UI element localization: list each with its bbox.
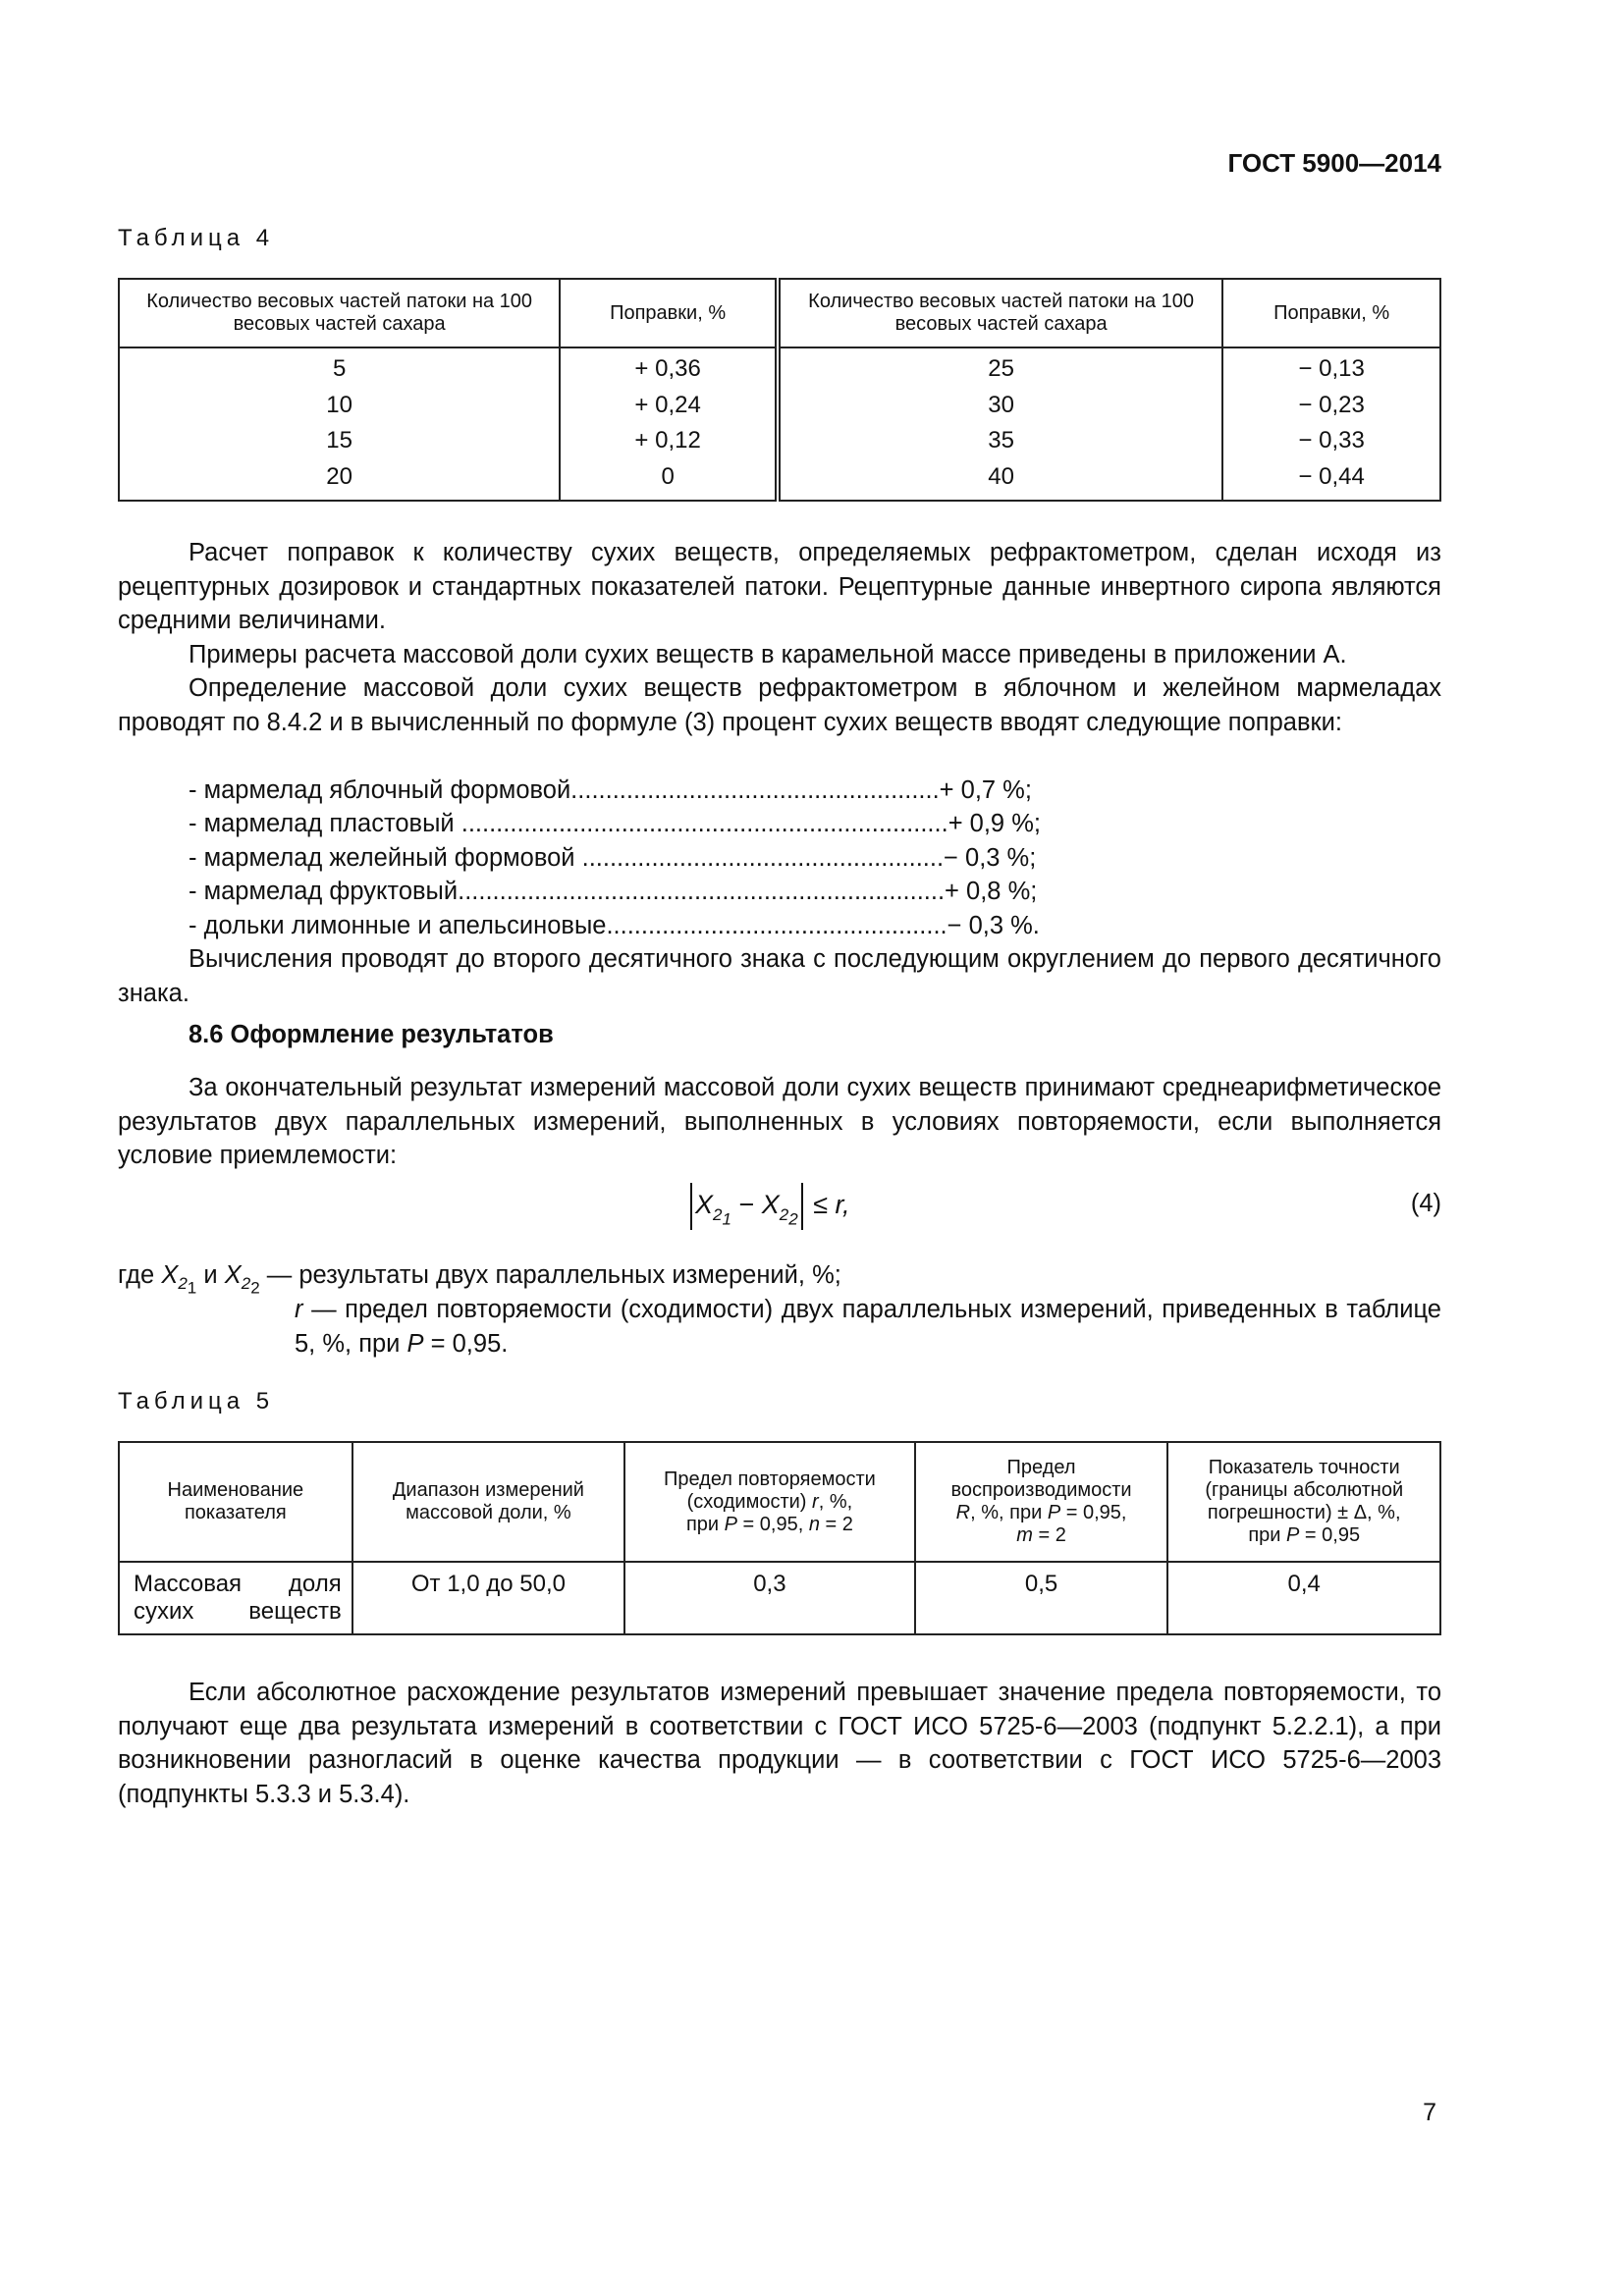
header-text: , %, при: [970, 1502, 1043, 1523]
table-cell: + 0,12: [560, 423, 778, 459]
standard-number: ГОСТ 5900—2014: [1227, 148, 1441, 178]
table4-header-row: [119, 279, 1440, 347]
table-cell: [119, 1562, 352, 1634]
section-heading: 8.6 Оформление результатов: [189, 1021, 554, 1048]
paragraph-final-result: За окончательный результат измерений массовой доли сухих веществ принимают среднеарифметическое результатов двух параллельных измерений, выполненных в условиях повторяемости, если выполняется условие приемлемости:: [118, 1074, 1441, 1169]
header-text: при: [685, 1513, 720, 1535]
list-item: - мармелад пластовый ......................................................................+ 0,9 %;: [189, 810, 1041, 837]
formula-symbol: P: [406, 1329, 424, 1358]
formula-symbol: m: [1016, 1524, 1033, 1546]
formula-symbol: X: [161, 1261, 179, 1289]
table4-header-cell: Количество весовых частей патоки на 100 весовых частей сахара: [778, 279, 1222, 347]
formula-symbol: P: [724, 1513, 737, 1535]
table-cell: − 0,44: [1222, 459, 1440, 502]
paragraph-discrepancy: Если абсолютное расхождение результатов измерений превышает значение предела повторяемости, то получают еще два результата измерений в соответствии с ГОСТ ИСО 5725-6—2003 (подпункт 5.2.2.1), а при возникновении разногласий в оценке качества продукции — в соответствии с ГОСТ ИСО 5725-6—2003 (подпункты 5.3.3 и 5.3.4).: [118, 1679, 1441, 1808]
table-cell: − 0,33: [1222, 423, 1440, 459]
formula-sub: 1: [187, 1278, 197, 1298]
table-cell: 0,3: [624, 1562, 915, 1634]
formula-sub: 2: [241, 1274, 251, 1294]
header-text: = 2: [825, 1513, 853, 1535]
list-item: - мармелад желейный формовой ....................................................− 0,3 %;: [189, 844, 1037, 872]
where-text: — предел повторяемости (сходимости) двух параллельных измерений, приведенных в таблице 5, %, при: [295, 1296, 1441, 1358]
abs-bar: [801, 1183, 803, 1230]
formula-sub: 2: [788, 1208, 798, 1228]
where-and: и: [203, 1261, 218, 1289]
header-text: при: [1248, 1524, 1281, 1546]
table5-header-cell: [624, 1442, 915, 1562]
formula-sub: 2: [178, 1274, 188, 1294]
table-cell: 0,5: [915, 1562, 1168, 1634]
table-cell: 0,4: [1167, 1562, 1440, 1634]
table-cell: 15: [119, 423, 560, 459]
header-text: , %,: [818, 1490, 853, 1513]
table-cell: − 0,23: [1222, 388, 1440, 424]
formula-symbol: n: [808, 1513, 820, 1535]
formula-symbol: r: [812, 1490, 819, 1513]
formula-condition: ≤ r,: [813, 1190, 850, 1220]
table-cell: 35: [778, 423, 1222, 459]
table-cell: 20: [119, 459, 560, 502]
header-text: Предел повторяемости (сходимости): [664, 1468, 876, 1513]
list-item: - мармелад яблочный формовой.....................................................+ 0,7 %;: [189, 776, 1032, 804]
list-item: - мармелад фруктовый......................................................................+ 0,8 %;: [189, 878, 1038, 905]
table5-header-cell: [1167, 1442, 1440, 1562]
formula-symbol: X: [695, 1190, 714, 1220]
table5-header-row: [119, 1442, 1440, 1562]
table-cell: + 0,24: [560, 388, 778, 424]
table5-caption: Таблица 5: [118, 1388, 275, 1415]
table4-header-cell: Количество весовых частей патоки на 100 весовых частей сахара: [119, 279, 560, 347]
where-word: где: [118, 1261, 155, 1289]
paragraph-marmalade: Определение массовой доли сухих веществ рефрактометром в яблочном и желейном мармеладах проводят по 8.4.2 и в вычисленный по формуле (3) процент сухих веществ вводят следующие поправки:: [118, 674, 1441, 736]
header-text: = 0,95: [1304, 1524, 1361, 1546]
header-text: Предел воспроизводимости: [950, 1457, 1132, 1501]
table-cell: − 0,13: [1222, 347, 1440, 388]
table-cell: 30: [778, 388, 1222, 424]
formula-sub: 2: [713, 1204, 723, 1224]
table-row: [119, 423, 1440, 459]
header-text: = 0,95,: [1065, 1502, 1127, 1523]
formula-symbol: r: [295, 1296, 303, 1323]
table4-header-cell: Поправки, %: [560, 279, 778, 347]
table-row: [119, 459, 1440, 502]
formula-sub: 2: [779, 1204, 789, 1224]
table-row: [119, 1562, 1440, 1634]
paragraph-rounding: Вычисления проводят до второго десятичного знака с последующим округлением до первого десятичного знака.: [118, 945, 1441, 1007]
table-cell: 10: [119, 388, 560, 424]
table-cell: 25: [778, 347, 1222, 388]
paragraph-examples: Примеры расчета массовой доли сухих веществ в карамельной массе приведены в приложении А.: [189, 641, 1347, 668]
header-text: Показатель точности (границы абсолютной погрешности) ± Δ, %,: [1205, 1457, 1404, 1523]
where-text: — результаты двух параллельных измерений, %;: [266, 1261, 841, 1289]
list-item: - дольки лимонные и апельсиновые.................................................− 0,3 %.: [189, 912, 1040, 939]
formula-symbol: P: [1047, 1502, 1061, 1523]
where-line-2: [295, 1293, 1441, 1361]
formula-symbol: P: [1286, 1524, 1300, 1546]
abs-bar: [690, 1183, 692, 1230]
table-cell: От 1,0 до 50,0: [352, 1562, 624, 1634]
table5-header-cell: [915, 1442, 1168, 1562]
table-row: [119, 388, 1440, 424]
table4-caption: Таблица 4: [118, 225, 275, 251]
page-number: 7: [1423, 2099, 1436, 2126]
header-text: = 2: [1038, 1524, 1066, 1546]
table5-header-cell: Диапазон измерений массовой доли, %: [352, 1442, 624, 1562]
table5-header-cell: Наименование показателя: [119, 1442, 352, 1562]
formula-minus: −: [738, 1190, 755, 1220]
header-text: = 0,95,: [742, 1513, 804, 1535]
paragraph-correction-calc: Расчет поправок к количеству сухих веществ, определяемых рефрактометром, сделан исходя из рецептурных дозировок и стандартных показателей патоки. Рецептурные данные инвертного сиропа являются средними величинами.: [118, 539, 1441, 634]
formula-sub: 1: [722, 1208, 731, 1228]
where-text: = 0,95.: [430, 1329, 509, 1358]
formula-number: (4): [1410, 1190, 1441, 1217]
table-cell: 40: [778, 459, 1222, 502]
cell-text: Массовая доля сухих веществ: [134, 1571, 342, 1625]
formula-sub: 2: [250, 1278, 260, 1298]
table4: [118, 278, 1441, 502]
formula-symbol: X: [224, 1261, 242, 1289]
formula-symbol: R: [955, 1502, 971, 1523]
table-row: [119, 347, 1440, 388]
formula-symbol: X: [761, 1190, 780, 1220]
table-cell: 0: [560, 459, 778, 502]
table-cell: + 0,36: [560, 347, 778, 388]
table-cell: 5: [119, 347, 560, 388]
formula: [687, 1183, 850, 1230]
table5: [118, 1441, 1441, 1635]
table4-header-cell: Поправки, %: [1222, 279, 1440, 347]
